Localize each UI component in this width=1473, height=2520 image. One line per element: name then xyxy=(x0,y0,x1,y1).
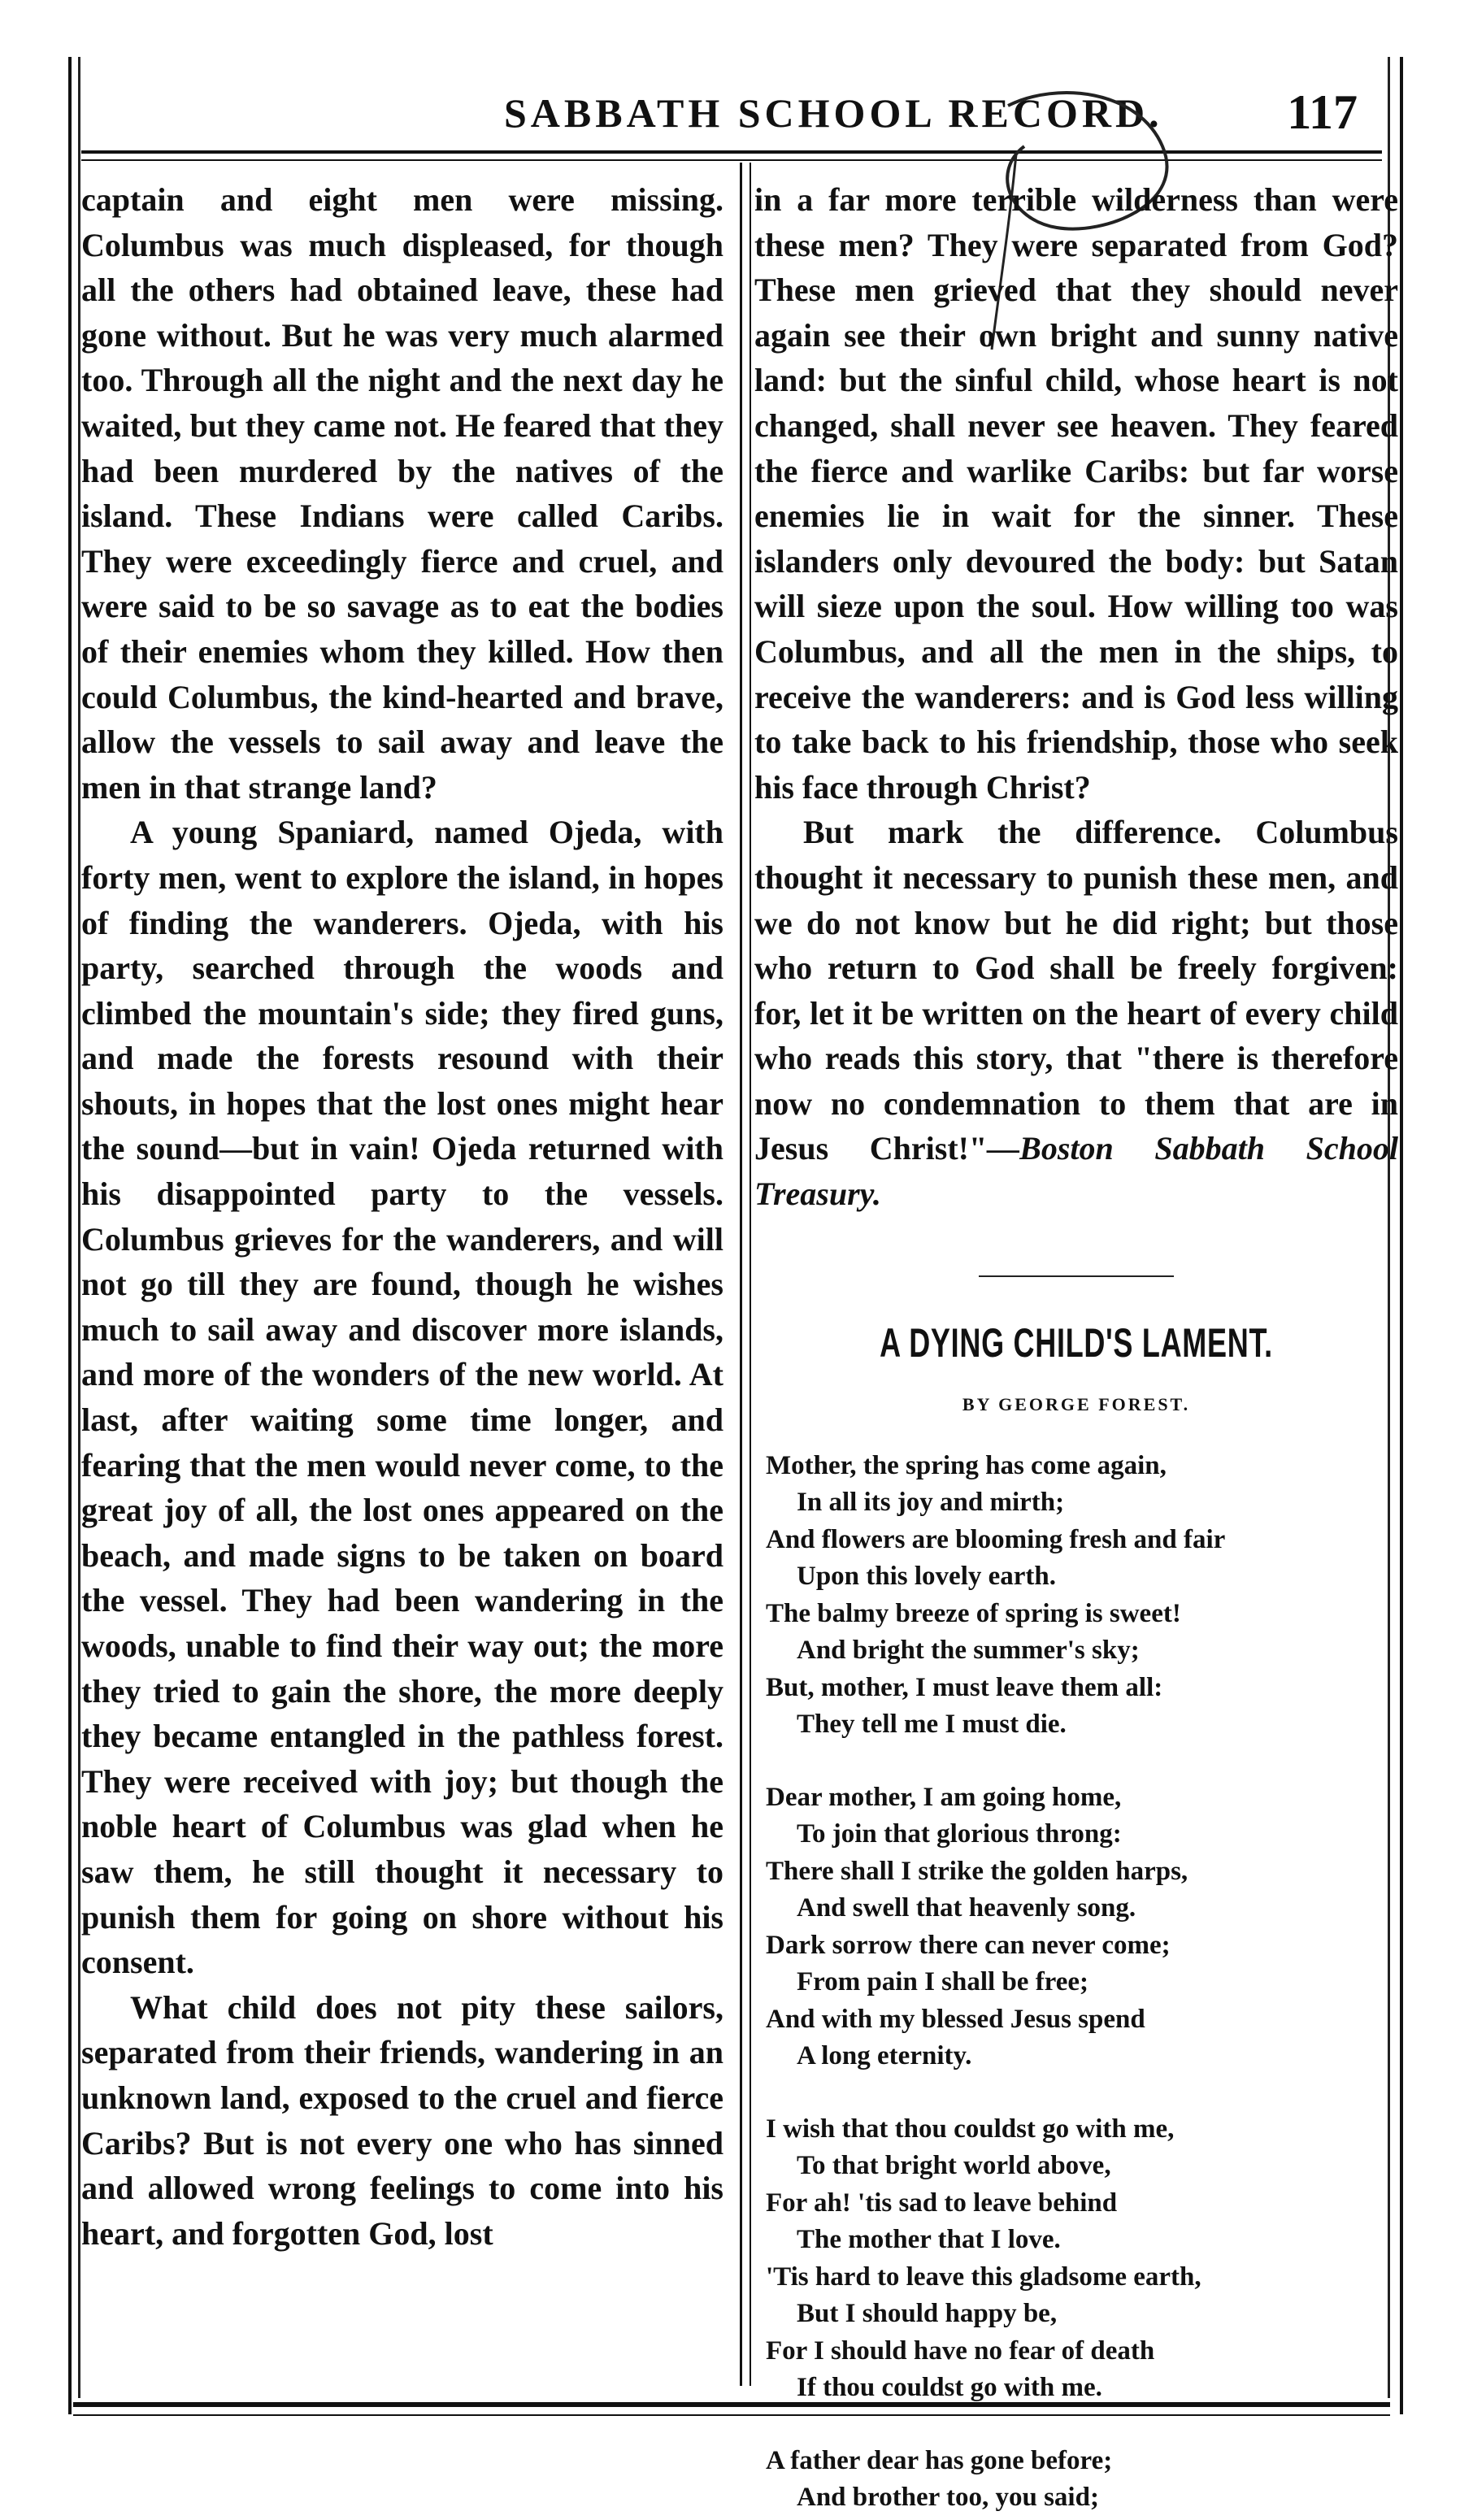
bottom-rule xyxy=(73,2402,1390,2407)
poem-line: And brother too, you said; xyxy=(797,2483,1099,2513)
poem-line: But, mother, I must leave them all: xyxy=(766,1672,1163,1702)
poem-line: For ah! 'tis sad to leave behind xyxy=(766,2188,1118,2218)
source-attribution: —Boston Sabbath School Treasury. xyxy=(754,1130,1398,1213)
poem-line: Upon this lovely earth. xyxy=(797,1562,1057,1592)
article-paragraph: A young Spaniard, named Ojeda, with forty men, went to explore the island, in hopes of finding the wanderers. Ojeda, with his party, searched through the woods and climbed the mountain's side; they fired guns, and made the forests resound with their shouts, in hopes that the lost ones might hear the sound—but in vain! Ojeda returned with his disappointed party to the vessels. Columbus grieves for the wanderers, and will not go till they are found, though he wishes much to sail away and discover more islands, and more of the wonders of the new world. At last, after waiting some time longer, and fearing that the men would never come, to the great joy of all, the lost ones appeared on the beach, and made signs to be taken on board the vessel. They had been wandering in the woods, unable to find their way out; the more they tried to gain the shore, the more deeply they became entangled in the pathless forest. They were received with joy; but though the noble heart of Columbus was glad when he saw them, he still thought it necessary to punish them for going on shore without his consent. xyxy=(81,814,723,1981)
left-column xyxy=(81,177,723,2256)
poem-stanza xyxy=(754,2443,1398,2517)
page-number: 117 xyxy=(1287,85,1358,139)
column-divider-thin xyxy=(750,163,751,2386)
running-head: SABBATH SCHOOL RECORD. xyxy=(504,90,1163,136)
bottom-rule-thin xyxy=(73,2414,1390,2416)
poem-line: And bright the summer's sky; xyxy=(797,1636,1140,1666)
poem-line: 'Tis hard to leave this gladsome earth, xyxy=(766,2261,1201,2292)
poem-line: From pain I shall be free; xyxy=(797,1967,1089,1997)
poem-line: Mother, the spring has come again, xyxy=(766,1450,1167,1480)
poem-line: And swell that heavenly song. xyxy=(797,1893,1136,1923)
poem-byline: BY GEORGE FOREST. xyxy=(962,1393,1191,1414)
poem-stanza xyxy=(754,1448,1398,1744)
poem-line: I wish that thou couldst go with me, xyxy=(766,2114,1175,2144)
poem-body xyxy=(754,1448,1398,2517)
article-paragraph-text: But mark the difference. Columbus thought it necessary to punish these men, and we do not know but he did right; but those who return to God shall be freely forgiven: for, let it be written on the heart of every child who reads this story, that "there is therefore now no condemnation to them that are in Jesus Christ!" xyxy=(754,814,1398,1167)
poem-line: In all its joy and mirth; xyxy=(797,1488,1065,1518)
poem-line: But I should happy be, xyxy=(797,2299,1058,2329)
poem-line: To join that glorious throng: xyxy=(797,1819,1122,1849)
poem-line: There shall I strike the golden harps, xyxy=(766,1856,1188,1886)
section-divider xyxy=(979,1275,1174,1277)
poem-line: If thou couldst go with me. xyxy=(797,2373,1102,2403)
column-divider xyxy=(740,163,742,2386)
article-paragraph: in a far more terrible wilderness than were these men? They were separated from God? These men grieved that they should never again see their own bright and sunny native land: but the sinful child, whose heart is not changed, shall never see heaven. They feared the fierce and warlike Caribs: but far worse enemies lie in wait for the sinner. These islanders only devoured the body: but Satan will sieze upon the soul. How willing too was Columbus, and all the men in the ships, to receive the wanderers: and is God less willing to take back to his friendship, those who seek his face through Christ? xyxy=(754,181,1398,806)
article-paragraph xyxy=(754,810,1398,1216)
poem-line: The balmy breeze of spring is sweet! xyxy=(766,1598,1181,1628)
poem-line: The mother that I love. xyxy=(797,2225,1061,2255)
article-paragraph: captain and eight men were missing. Columbus was much displeased, for though all the others had obtained leave, these had gone without. But he was very much alarmed too. Through all the night and the next day he waited, but they came not. He feared that they had been murdered by the natives of the island. These Indians were called Caribs. They were exceedingly fierce and cruel, and were said to be so savage as to eat the bodies of their enemies whom they killed. How then could Columbus, the kind-hearted and brave, allow the vessels to sail away and leave the men in that strange land? xyxy=(81,181,723,806)
poem-title: A DYING CHILD'S LAMENT. xyxy=(880,1319,1273,1366)
poem-line: For I should have no fear of death xyxy=(766,2335,1155,2366)
article-paragraph: What child does not pity these sailors, separated from their friends, wandering in an unknown land, exposed to the cruel and fierce Caribs? But is not every one who has sinned and allowed wrong feelings to come into his heart, and forgotten God, lost xyxy=(81,1988,723,2252)
poem-line: Dark sorrow there can never come; xyxy=(766,1930,1171,1960)
poem-stanza xyxy=(754,1779,1398,2075)
right-column xyxy=(754,177,1398,2517)
poem-line: And with my blessed Jesus spend xyxy=(766,2004,1145,2034)
poem-stanza xyxy=(754,2111,1398,2407)
poem-line: A father dear has gone before; xyxy=(766,2445,1113,2475)
poem-line: They tell me I must die. xyxy=(797,1710,1067,1740)
poem-line: And flowers are blooming fresh and fair xyxy=(766,1524,1226,1554)
poem-line: To that bright world above, xyxy=(797,2151,1111,2181)
poem-line: Dear mother, I am going home, xyxy=(766,1782,1122,1812)
poem-line: A long eternity. xyxy=(797,2041,972,2071)
